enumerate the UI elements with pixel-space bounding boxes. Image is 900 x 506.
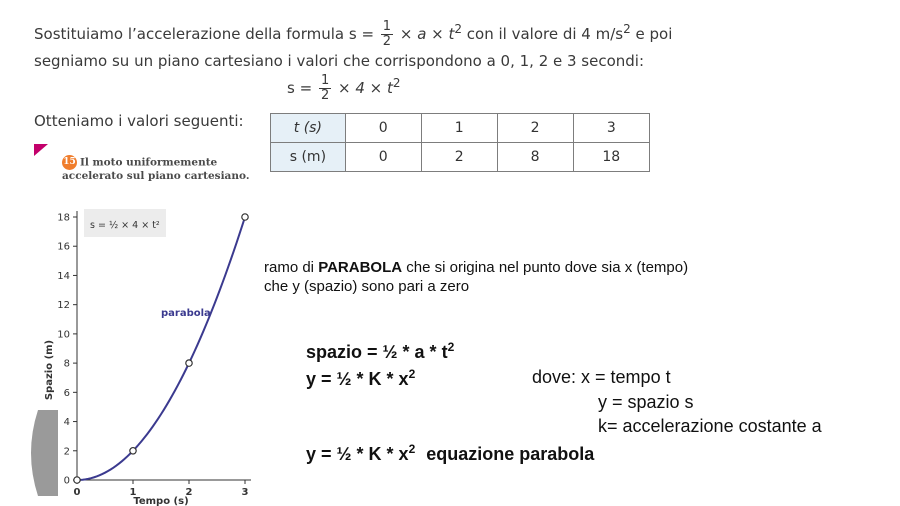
- intro-formula-s: s =: [348, 25, 375, 43]
- x-tick-label: 0: [73, 487, 81, 498]
- y-tick-label: 0: [63, 475, 70, 487]
- table-header-s: s (m): [271, 143, 346, 172]
- curve-label: parabola: [161, 308, 211, 319]
- intro-formula-2: s = $\frac{1}{2}$ × $4 \times t^2$: [287, 73, 401, 103]
- dove-line-3: k= accelerazione costante a: [598, 416, 822, 436]
- intro-line-2: segniamo su un piano cartesiano i valori che corrispondono a 0, 1, 2 e 3 secondi:: [34, 52, 645, 70]
- intro-line-1: Sostituiamo l’accelerazione della formula s = $\frac{1}{2}$ × $a \times t^2$ con il valore di 4 $m/s^2$ e poi: [34, 19, 673, 49]
- intro-text-1c: e poi: [635, 25, 673, 43]
- intro-text-1a: Sostituiamo l’accelerazione della formula: [34, 25, 345, 43]
- data-point: [74, 477, 80, 483]
- intro-line-3: Otteniamo i valori seguenti:: [34, 112, 244, 130]
- fraction-half-2: $\frac{1}{2}$: [320, 73, 330, 103]
- parabola-note: ramo di PARABOLA che si origina nel punto dove sia x (tempo) che y (spazio) sono pari a zero: [264, 259, 689, 295]
- y-tick-label: 12: [57, 300, 70, 312]
- data-point: [186, 360, 192, 366]
- formula-equazione: y = ½ * K * $x^2$ equazione parabola: [306, 442, 595, 464]
- table-cell: 18: [573, 143, 649, 172]
- caption-line-1: Il moto uniformemente: [80, 156, 218, 169]
- y-tick-label: 18: [57, 212, 70, 224]
- table-cell: 3: [573, 114, 649, 143]
- formula-y: y = ½ * K * $x^2$: [306, 367, 416, 389]
- table-cell: 0: [345, 114, 421, 143]
- legend-formula: s = ½ × 4 × t²: [90, 220, 160, 231]
- table-cell: 8: [497, 143, 573, 172]
- x-tick-label: 3: [241, 487, 249, 498]
- intro-formula-mid: × a × t: [399, 25, 455, 43]
- values-table: [270, 113, 650, 172]
- x-tick-label: 2: [185, 487, 193, 498]
- parabola-curve: [77, 217, 245, 480]
- corner-triangle-icon: [34, 144, 48, 156]
- table-cell: 0: [345, 143, 421, 172]
- table-cell: 2: [497, 114, 573, 143]
- x-axis-label: Tempo (s): [133, 496, 189, 506]
- table-cell: 2: [421, 143, 497, 172]
- table-cell: 1: [421, 114, 497, 143]
- table-row-t: [271, 114, 650, 143]
- parabola-chart: [38, 200, 270, 506]
- y-tick-label: 6: [63, 387, 70, 399]
- table-header-t: t (s): [271, 114, 346, 143]
- dove-line-1: dove: x = tempo t: [532, 367, 671, 387]
- intro-text-1b: con il valore di 4 m/s: [466, 25, 624, 43]
- data-point: [130, 448, 136, 454]
- table-row-s: [271, 143, 650, 172]
- x-tick-label: 1: [129, 487, 137, 498]
- parabola-bold: PARABOLA: [318, 259, 403, 276]
- y-tick-label: 8: [63, 358, 70, 370]
- formula-spazio: spazio = ½ * a * $t^2$: [306, 340, 455, 362]
- fraction-half: $\frac{1}{2}$: [382, 19, 392, 49]
- y-axis-label: Spazio (m): [44, 339, 55, 401]
- data-point: [242, 214, 248, 220]
- figure-number-badge: 15: [62, 155, 77, 170]
- y-tick-label: 4: [63, 417, 70, 429]
- y-tick-label: 2: [63, 446, 70, 458]
- y-tick-label: 14: [57, 270, 70, 282]
- caption-line-2: accelerato sul piano cartesiano.: [62, 170, 250, 182]
- y-tick-label: 10: [57, 329, 70, 341]
- figure-caption: [62, 155, 249, 183]
- dove-line-2: y = spazio s: [598, 392, 694, 412]
- y-tick-label: 16: [57, 241, 70, 253]
